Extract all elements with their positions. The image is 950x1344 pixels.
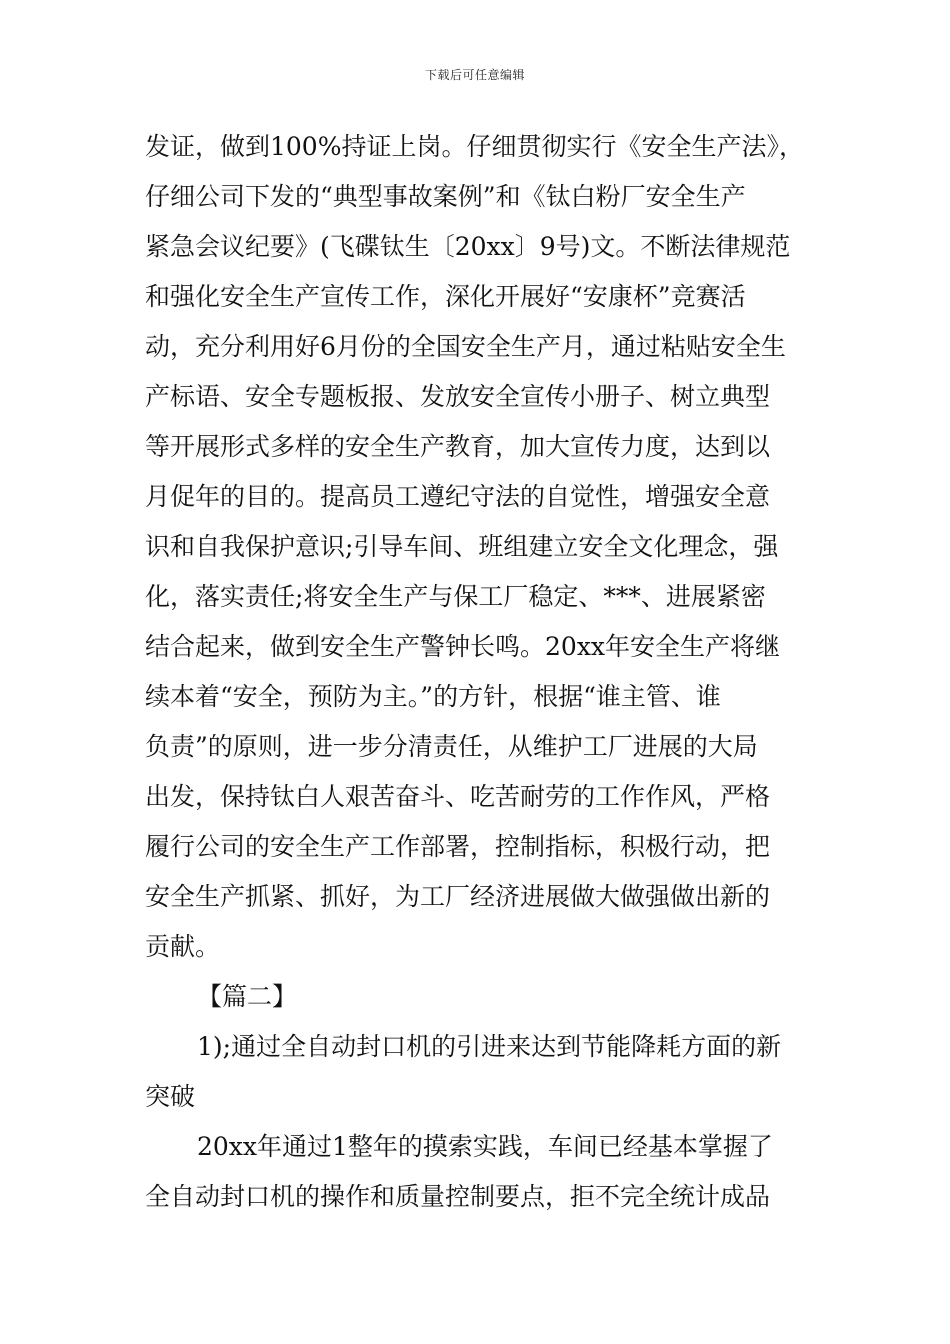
text-line: 月促年的目的。提高员工遵纪守法的自觉性，增强安全意 [145, 482, 771, 511]
text-line: 20xx年通过1整年的摸索实践，车间已经基本掌握了 [197, 1132, 773, 1161]
text-line: 产标语、安全专题板报、发放安全宣传小册子、树立典型 [145, 382, 771, 411]
text-line: 突破 [145, 1082, 196, 1111]
text-line: 和强化安全生产宣传工作，深化开展好“安康杯”竞赛活 [145, 282, 746, 311]
page-header: 下载后可任意编辑 [424, 68, 525, 82]
section-heading: 【篇二】 [197, 982, 298, 1011]
text-line: 1);通过全自动封口机的引进来达到节能降耗方面的新 [197, 1032, 782, 1061]
text-line: 发证，做到100%持证上岗。仔细贯彻实行《安全生产法》， [145, 132, 804, 161]
text-line: 负责”的原则，进一步分清责任，从维护工厂进展的大局 [145, 732, 758, 761]
text-line: 全自动封口机的操作和质量控制要点，拒不完全统计成品 [145, 1182, 771, 1211]
text-line: 贡献。 [145, 932, 221, 961]
text-line: 等开展形式多样的安全生产教育，加大宣传力度，达到以 [145, 432, 771, 461]
text-line: 续本着“安全，预防为主。”的方针，根据“谁主管、谁 [145, 682, 721, 711]
text-line: 识和自我保护意识;引导车间、班组建立安全文化理念，强 [145, 532, 779, 561]
text-line: 结合起来，做到安全生产警钟长鸣。20xx年安全生产将继 [145, 632, 781, 661]
text-line: 紧急会议纪要》(飞碟钛生〔20xx〕9号)文。不断法律规范 [145, 232, 791, 261]
text-line: 动，充分利用好6月份的全国安全生产月，通过粘贴安全生 [145, 332, 786, 361]
text-line: 化，落实责任;将安全生产与保工厂稳定、***、进展紧密 [145, 582, 766, 611]
document-body [145, 122, 810, 1222]
text-line: 安全生产抓紧、抓好，为工厂经济进展做大做强做出新的 [145, 882, 771, 911]
text-line: 仔细公司下发的“典型事故案例”和《钛白粉厂安全生产 [145, 182, 746, 211]
text-line: 出发，保持钛白人艰苦奋斗、吃苦耐劳的工作作风，严格 [145, 782, 771, 811]
text-line: 履行公司的安全生产工作部署，控制指标，积极行动，把 [145, 832, 771, 861]
